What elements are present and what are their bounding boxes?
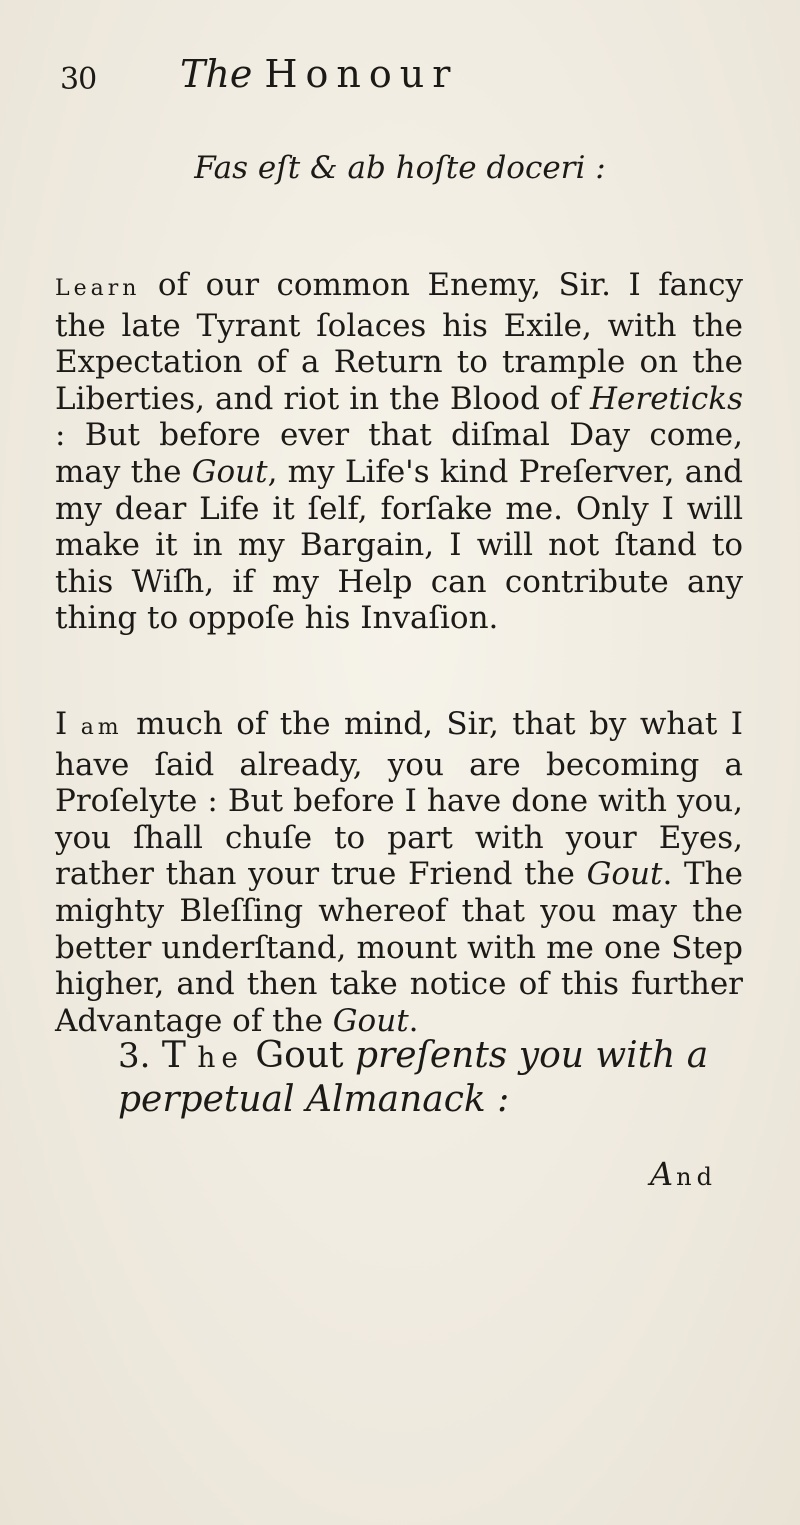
paragraph-text: . The mighty Bleſſing whereof that you may the better underſtand, mount with me one Step higher, and then take notice of this further Advantage of the [55,856,743,1039]
italic-word: Gout [586,856,663,893]
paragraph-text: . [408,1002,419,1039]
section-word: Gout [243,1035,355,1076]
latin-motto: Fas eſt & ab hoſte doceri : [194,150,606,186]
lead-capital: I [55,706,68,742]
page-number: 30 [60,62,97,97]
section-number: 3. [118,1036,151,1076]
lead-small-caps: Learn [55,276,141,301]
catchword-rest: nd [676,1163,717,1191]
section-italic-text: preſents you with a perpetual Almanack : [118,1035,709,1120]
italic-word: Hereticks [590,380,743,417]
italic-word: Gout [332,1002,409,1039]
section-3-heading [118,1035,758,1121]
italic-word: Gout [191,453,268,490]
catchword [650,1155,717,1193]
paragraph-1 [55,267,743,637]
catchword-first: A [650,1155,677,1193]
lead-small-caps: am [80,715,123,740]
paragraph-text: of our common Enemy, Sir. I fancy the late Tyrant ſolaces his Exile, with the Expectation of a Return to trample on the Liberties, and riot in the Blood of [55,267,743,417]
running-head [180,52,458,96]
running-head-the: The [180,52,253,96]
lead-small-caps: he [197,1041,244,1074]
paragraph-text: much of the mind, Sir, that by what I have ſaid already, you are becoming a Proſelyte : But before I have done with you, you ſhall chuſe to part with your Eyes, rather than your true Friend the [55,706,743,893]
paragraph-text: , my Life's kind Preſerver, and my dear Life it ſelf, forſake me. Only I will make it in my Bargain, I will not ſtand to this Wiſh, if my Help can contribute any thing to oppoſe his Invaſion. [55,453,743,637]
page-header [60,52,660,102]
running-head-title: Honour [264,52,459,96]
paragraph-text: : But before ever that diſmal Day come, may the [55,417,743,490]
lead-capital: T [161,1035,186,1076]
paragraph-2 [55,706,743,1039]
